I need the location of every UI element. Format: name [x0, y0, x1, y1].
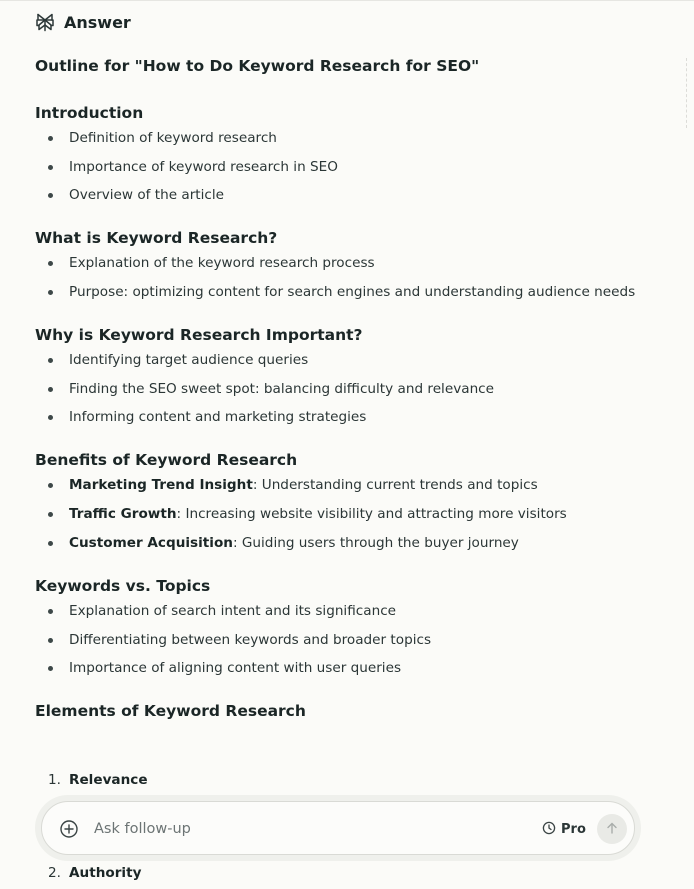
- followup-bar: [41, 801, 635, 855]
- list-item: Importance of aligning content with user queries: [35, 659, 675, 677]
- item-number: 1.: [48, 772, 61, 788]
- list-item-bold: Marketing Trend Insight: [69, 477, 253, 494]
- item-label: Relevance: [69, 772, 148, 788]
- bullet-list: [35, 351, 675, 426]
- section-introduction: [35, 102, 675, 204]
- list-item: Customer Acquisition: Guiding users through the buyer journey: [35, 534, 675, 552]
- list-item: Differentiating between keywords and broader topics: [35, 631, 675, 649]
- list-item: Informing content and marketing strategies: [35, 408, 675, 426]
- section-elements: [35, 700, 675, 722]
- perplexity-logo-icon: [35, 12, 55, 32]
- list-item: Identifying target audience queries: [35, 351, 675, 369]
- section-heading: Why is Keyword Research Important?: [35, 326, 363, 345]
- add-attachment-icon[interactable]: [59, 819, 79, 839]
- bullet-list: [35, 254, 675, 301]
- top-border: [0, 0, 694, 1]
- list-item: Purpose: optimizing content for search engines and understanding audience needs: [35, 283, 675, 301]
- section-heading: Keywords vs. Topics: [35, 576, 211, 595]
- list-item-bold: Customer Acquisition: [69, 534, 233, 551]
- section-heading: What is Keyword Research?: [35, 229, 278, 248]
- clock-icon: [542, 820, 556, 839]
- bullet-list: [35, 129, 675, 204]
- bullet-list: [35, 602, 675, 677]
- section-heading: Introduction: [35, 104, 144, 122]
- submit-button[interactable]: [597, 814, 627, 844]
- section-keywords-vs-topics: [35, 575, 675, 677]
- list-item: Importance of keyword research in SEO: [35, 158, 675, 176]
- answer-title: Answer: [64, 12, 131, 32]
- numbered-item: [35, 864, 141, 882]
- answer-content: [35, 55, 675, 722]
- list-item: Marketing Trend Insight: Understanding current trends and topics: [35, 476, 675, 494]
- item-number: 2.: [48, 865, 61, 881]
- arrow-up-icon: [605, 821, 619, 838]
- section-what-is-keyword-research: [35, 227, 675, 301]
- list-item: Overview of the article: [35, 186, 675, 204]
- list-item-bold: Traffic Growth: [69, 506, 177, 523]
- list-item: Definition of keyword research: [35, 129, 675, 147]
- numbered-item: [35, 771, 148, 789]
- list-item: Finding the SEO sweet spot: balancing difficulty and relevance: [35, 380, 675, 398]
- pro-toggle[interactable]: [542, 818, 586, 840]
- list-item: Explanation of search intent and its significance: [35, 602, 675, 620]
- outline-title: Outline for "How to Do Keyword Research for SEO": [35, 57, 480, 75]
- section-benefits: [35, 449, 675, 551]
- section-why-important: [35, 324, 675, 426]
- section-heading: Benefits of Keyword Research: [35, 451, 298, 470]
- answer-header: [35, 10, 131, 34]
- scroll-indicator: [686, 58, 694, 128]
- bullet-list: [35, 476, 675, 551]
- list-item: Explanation of the keyword research process: [35, 254, 675, 272]
- list-item: Traffic Growth: Increasing website visibility and attracting more visitors: [35, 505, 675, 523]
- pro-label: Pro: [561, 821, 586, 837]
- item-label: Authority: [69, 865, 142, 881]
- followup-input[interactable]: [94, 816, 494, 842]
- section-heading: Elements of Keyword Research: [35, 702, 306, 721]
